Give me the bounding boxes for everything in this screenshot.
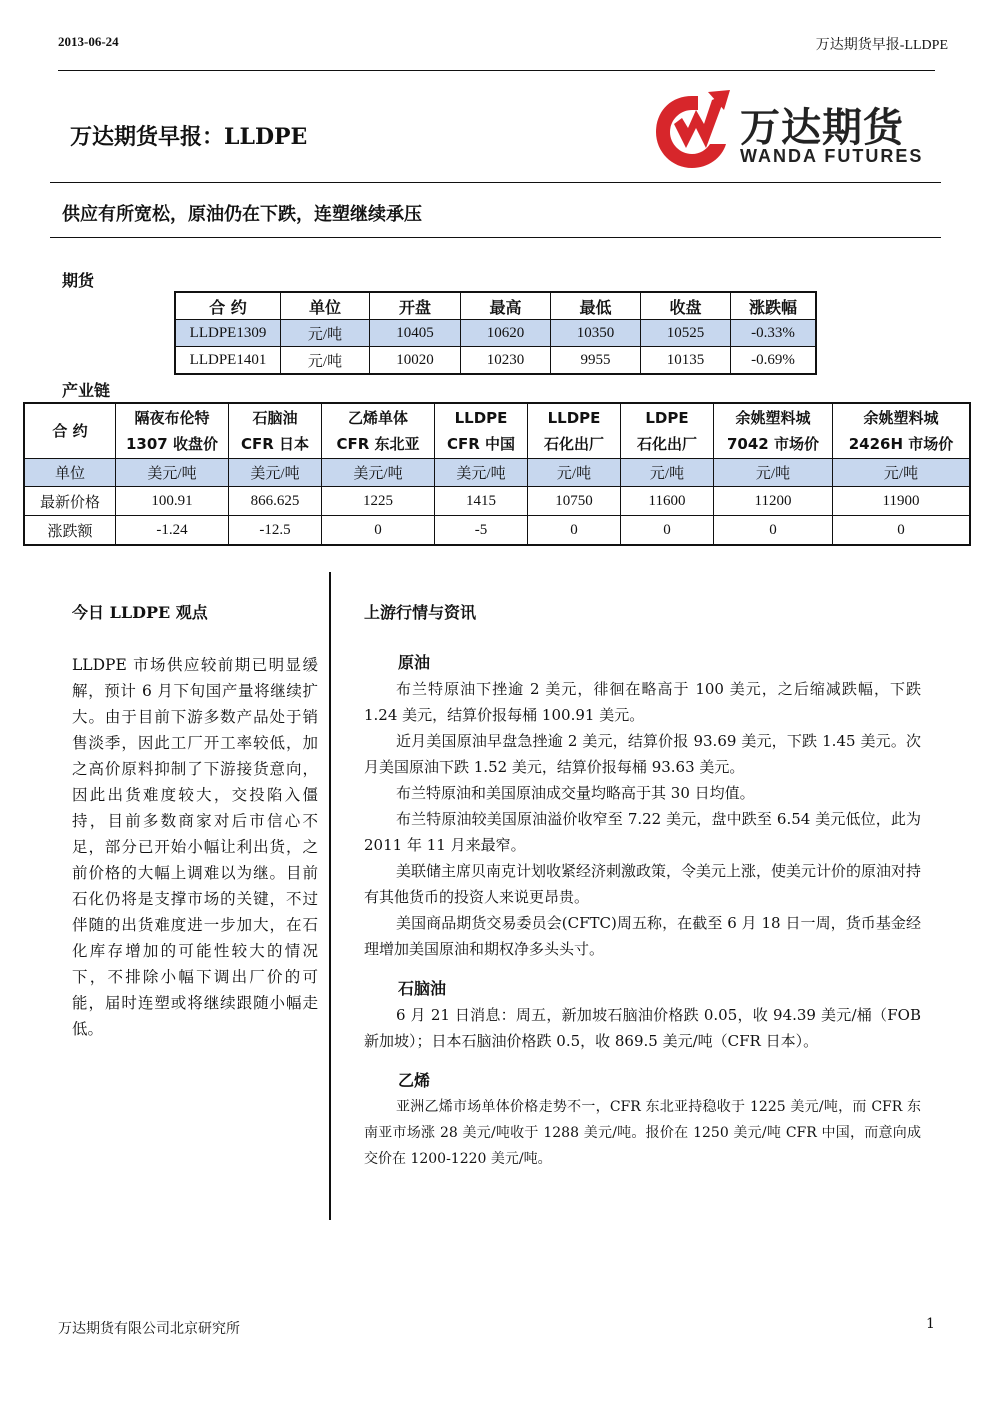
page-number: 1 [926,1316,935,1332]
table-cell: 11600 [621,487,714,516]
table-row [24,516,970,546]
table-cell: 9955 [551,347,641,375]
table-cell: LLDPE1309 [175,320,281,347]
header-rule [58,70,935,71]
header-line: 余姚塑料城 [735,409,811,427]
futures-header-unit: 单位 [281,292,370,320]
table-row [24,459,970,487]
ethylene-paragraph: 亚洲乙烯市场单体价格走势不一，CFR 东北亚持稳收于 1225 美元/吨，而 CFR 东南亚市场涨 28 美元/吨收于 1288 美元/吨。报价在 1250 美元/吨 CFR 中国，而意向成交价在 1200-1220 美元/吨。 [364,1099,921,1167]
industry-header-yuyao-7042 [714,403,833,459]
table-row [24,487,970,516]
subtitle-rule [50,237,941,238]
table-cell: 美元/吨 [435,459,528,487]
table-cell: 0 [621,516,714,546]
header-line: 合 约 [52,422,88,440]
naphtha-heading: 石脑油 [398,979,447,998]
table-cell: 美元/吨 [116,459,229,487]
page-title: 万达期货早报：LLDPE [70,124,308,150]
table-cell: 10750 [528,487,621,516]
table-cell: 10350 [551,320,641,347]
table-cell: 11900 [833,487,971,516]
table-cell: 元/吨 [621,459,714,487]
header-line: LLDPE [454,409,508,427]
table-cell: -5 [435,516,528,546]
header-line: CFR 中国 [446,435,516,453]
futures-table [174,291,817,375]
industry-section-label: 产业链 [62,381,111,400]
crude-paragraph: 布兰特原油下挫逾 2 美元，徘徊在略高于 100 美元，之后缩减跌幅，下跌 1.24 美元，结算价报每桶 100.91 美元。 [364,680,921,724]
industry-header-lldpe-plant [528,403,621,459]
industry-header-brent [116,403,229,459]
table-cell: 866.625 [229,487,322,516]
header-line: 隔夜布伦特 [134,409,210,427]
header-line: 7042 市场价 [727,435,819,453]
report-date: 2013-06-24 [58,34,119,49]
table-cell: 元/吨 [528,459,621,487]
crude-heading: 原油 [398,653,431,672]
table-cell: 单位 [24,459,116,487]
table-cell: 0 [528,516,621,546]
futures-header-contract: 合 约 [175,292,281,320]
table-cell: 11200 [714,487,833,516]
table-cell: 10620 [461,320,551,347]
header-line: 乙烯单体 [347,409,408,427]
table-cell: 元/吨 [833,459,971,487]
header-line: 石化出厂 [636,435,697,453]
industry-header-yuyao-2426h [833,403,971,459]
ethylene-heading: 乙烯 [398,1071,431,1090]
crude-paragraph: 美联储主席贝南克计划收紧经济刺激政策，令美元上涨，使美元计价的原油对持有其他货币的投资人来说更昂贵。 [364,862,922,906]
table-cell: -0.69% [731,347,817,375]
table-row [175,347,816,375]
logo-english-name: WANDA FUTURES [740,146,924,166]
futures-header-change-pct: 涨跌幅 [731,292,817,320]
upstream-news [364,650,921,1172]
header-line: 石化出厂 [543,435,604,453]
column-divider [329,572,331,1220]
header-line: CFR 东北亚 [336,435,420,453]
header-line: CFR 日本 [240,435,310,453]
table-cell: 元/吨 [281,320,370,347]
futures-header-high: 最高 [461,292,551,320]
table-cell: 1415 [435,487,528,516]
industry-header-contract [24,403,116,459]
crude-paragraph: 近月美国原油早盘急挫逾 2 美元，结算价报 93.69 美元，下跌 1.45 美元。次月美国原油下跌 1.52 美元，结算价报每桶 93.63 美元。 [364,732,921,776]
wanda-logo [652,88,932,172]
table-cell: 美元/吨 [322,459,435,487]
wanda-logo-icon [652,88,732,172]
table-cell: 最新价格 [24,487,116,516]
header-line: 余姚塑料城 [863,409,939,427]
table-cell: 0 [833,516,971,546]
report-subtitle: 供应有所宽松，原油仍在下跌，连塑继续承压 [62,204,422,225]
logo-chinese-name: 万达期货 [740,105,904,151]
table-cell: 元/吨 [281,347,370,375]
table-cell: -12.5 [229,516,322,546]
futures-section-label: 期货 [62,271,95,290]
industry-header-naphtha [229,403,322,459]
naphtha-paragraph: 6 月 21 日消息：周五，新加坡石脑油价格跌 0.05，收 94.39 美元/桶（FOB 新加坡）；日本石脑油价格跌 0.5，收 869.5 美元/吨（CFR 日本）。 [364,1006,921,1050]
view-heading: 今日 LLDPE 观点 [72,603,208,622]
document-name: 万达期货早报-LLDPE [815,38,948,53]
table-cell: 10135 [641,347,731,375]
upstream-heading: 上游行情与资讯 [364,603,477,622]
crude-paragraph: 美国商品期货交易委员会(CFTC)周五称，在截至 6 月 18 日一周，货币基金经理增加美国原油和期权净多头头寸。 [364,914,921,958]
header-line: 1307 收盘价 [126,435,218,453]
header-line: LLDPE [547,409,601,427]
table-cell: 10230 [461,347,551,375]
header-line: 2426H 市场价 [848,435,954,453]
table-cell: 10405 [370,320,461,347]
table-cell: 0 [322,516,435,546]
table-cell: 10525 [641,320,731,347]
industry-header-lldpe-cfr [435,403,528,459]
futures-header-close: 收盘 [641,292,731,320]
view-body: LLDPE 市场供应较前期已明显缓解，预计 6 月下旬国产量将继续扩大。由于目前下游多数产品处于销售淡季，因此工厂开工率较低，加之高价原料抑制了下游接货意向，因此出货难度较大，交投陷入僵持，目前多数商家对后市信心不足，部分已开始小幅让利出货，之前价格的大幅上调难以为继。目前石化仍将是支撑市场的关键，不过伴随的出货难度进一步加大，在石化库存增加的可能性较大的情况下，不排除小幅下调出厂价的可能，届时连塑或将继续跟随小幅走低。 [72,656,318,1038]
table-cell: 10020 [370,347,461,375]
header-line: 石脑油 [252,409,298,427]
industry-header-ldpe-plant [621,403,714,459]
crude-paragraph: 布兰特原油较美国原油溢价收窄至 7.22 美元，盘中跌至 6.54 美元低位，此为 2011 年 11 月来最窄。 [364,810,921,854]
footer-organization: 万达期货有限公司北京研究所 [58,1321,240,1337]
table-cell: 0 [714,516,833,546]
table-cell: -0.33% [731,320,817,347]
table-cell: 元/吨 [714,459,833,487]
crude-paragraph: 布兰特原油和美国原油成交量均略高于其 30 日均值。 [396,784,755,802]
industry-chain-table [23,402,971,546]
table-cell: 100.91 [116,487,229,516]
industry-header-ethylene [322,403,435,459]
table-cell: -1.24 [116,516,229,546]
futures-header-open: 开盘 [370,292,461,320]
title-rule [50,182,941,183]
futures-header-low: 最低 [551,292,641,320]
table-cell: 美元/吨 [229,459,322,487]
table-row [175,320,816,347]
header-line: LDPE [645,409,689,427]
table-cell: 1225 [322,487,435,516]
table-cell: 涨跌额 [24,516,116,546]
table-cell: LLDPE1401 [175,347,281,375]
